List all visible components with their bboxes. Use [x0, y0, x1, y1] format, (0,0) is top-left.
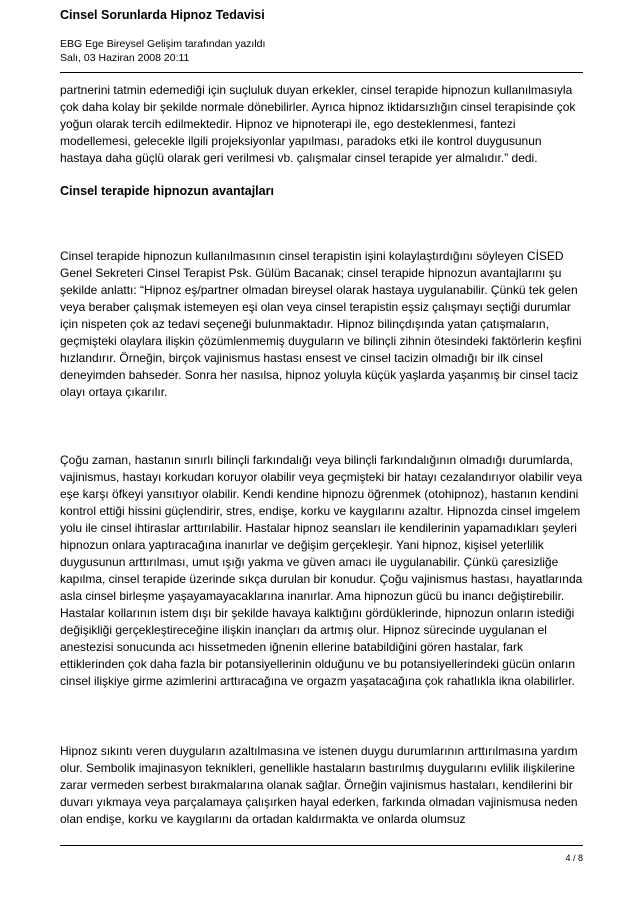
- section-heading: Cinsel terapide hipnozun avantajları: [60, 184, 274, 198]
- date-line: Salı, 03 Haziran 2008 20:11: [60, 52, 190, 64]
- footer-divider: [60, 845, 583, 846]
- paragraph-3: Çoğu zaman, hastanın sınırlı bilinçli farkındalığı veya bilinçli farkındalığının olmadığı durumlarda, vajinismus, hastayı korkudan koruyor olabilir veya geçmişteki bir hatayı cezalandırıyor olabilir veya eşe karşı öfkeyi yansıtıyor olabilir. Kendi kendine hipnozu öğrenmek (otohipnoz), hastanın kendini kontrol ettiği hissini güçlendirir, stres, endişe, korku ve kaygılarını azaltır. Hipnozda cinsel imgelem yolu ile cinsel ihtiraslar arttırılabilir. Hastalar hipnoz seansları ile kendilerinin yapamadıkları şeyleri hipnozun onlara yaptıracağına inanırlar ve değişim gerçekleşir. Yani hipnoz, kişisel yeterlilik duygusunun arttırılması, umut ışığı yakma ve güven amacı ile uygulanabilir. Çünkü çaresizliğe kapılma, cinsel terapide üzerinde sıkça durulan bir konudur. Çoğu vajinismus hastası, hayatlarında asla cinsel birleşme yaşayamayacaklarına inanırlar. Ama hipnozun gücü bu inancı değiştirebilir. Hastalar kollarının istem dışı bir şekilde havaya kalktığını gördüklerinde, hipnozun onların istediği değişikliği gerçekleştireceğine ilişkin inançları da artmış olur. Hipnoz sürecinde uygulanan el anestezisi sonucunda acı hissetmeden iğnenin ellerine batabildiğini gören hastalar, fark ettiklerinden çok daha fazla bir potansiyellerinin olduğunu ve bu potansiyellerindeki gücün onların cinsel ilişkiye girme azimlerini arttıracağına ve orgazm yaşatacağına çok rahatlıkla ikna olabilirler.: [60, 453, 583, 688]
- document-body: [60, 82, 583, 828]
- paragraph-1: partnerini tatmin edemediği için suçluluk duyan erkekler, cinsel terapide hipnozun kullanılmasıyla çok daha kolay bir şekilde normale dönebilirler. Ayrıca hipnoz iktidarsızlığın cinsel terapisinde çok yoğun olarak tercih edilmektedir. Hipnoz ve hipnoterapi ile, ego desteklenmesi, fantezi modellemesi, gelecekle ilgili projeksiyonlar yapılması, paradoks etki ile kontrol duygusunun hastaya daha güçlü olarak geri verilmesi vb. çalışmalar cinsel terapide yer almalıdır.” dedi.: [60, 83, 576, 165]
- document-title: Cinsel Sorunlarda Hipnoz Tedavisi: [60, 8, 265, 22]
- page-indicator: 4 / 8: [565, 853, 583, 863]
- author-line: EBG Ege Bireysel Gelişim tarafından yazıldı: [60, 38, 266, 50]
- document-page: [60, 0, 583, 903]
- paragraph-4: Hipnoz sıkıntı veren duyguların azaltılmasına ve istenen duygu durumlarının arttırılmasına yardım olur. Sembolik imajinasyon teknikleri, genellikle hastaların bastırılmış duygularını evlilik ilişkilerine zarar vermeden serbest bırakmalarına olanak sağlar. Örneğin vajinismus hastaları, kendilerini bir duvarı yıkmaya veya parçalamaya çalışırken hayal ederken, farkında olmadan vajinismusa neden olan endişe, korku ve kaygılarını da ortadan kaldırmakta ve onlarda olumsuz: [60, 744, 578, 826]
- document-meta: [60, 37, 265, 65]
- header-divider: [60, 72, 583, 73]
- paragraph-2: Cinsel terapide hipnozun kullanılmasının cinsel terapistin işini kolaylaştırdığını söyleyen CİSED Genel Sekreteri Cinsel Terapist Psk. Gülüm Bacanak; cinsel terapide hipnozun avantajlarını şu şekilde anlattı: “Hipnoz eş/partner olmadan bireysel olarak hastaya uygulanabilir. Çünkü tek gelen veya beraber çalışmak istemeyen eşi olan veya cinsel terapistin eşsiz çalışmayı seçtiği durumlar için nispeten çok az tedavi seçeneği bulunmaktadır. Hipnoz bilinçdışında yatan çatışmaların, geçmişteki olaylara ilişkin çözümlenmemiş duyguların ve bilinçli zihnin ötesindeki faktörlerin keşfini hızlandırır. Örneğin, birçok vajinismus hastası ensest ve cinsel tacizin olmadığı bir ilk cinsel deneyimden bahseder. Sonra her nasılsa, hipnoz yoluyla küçük yaşlarda yaşanmış bir cinsel taciz olayı ortaya çıkarılır.: [60, 249, 582, 399]
